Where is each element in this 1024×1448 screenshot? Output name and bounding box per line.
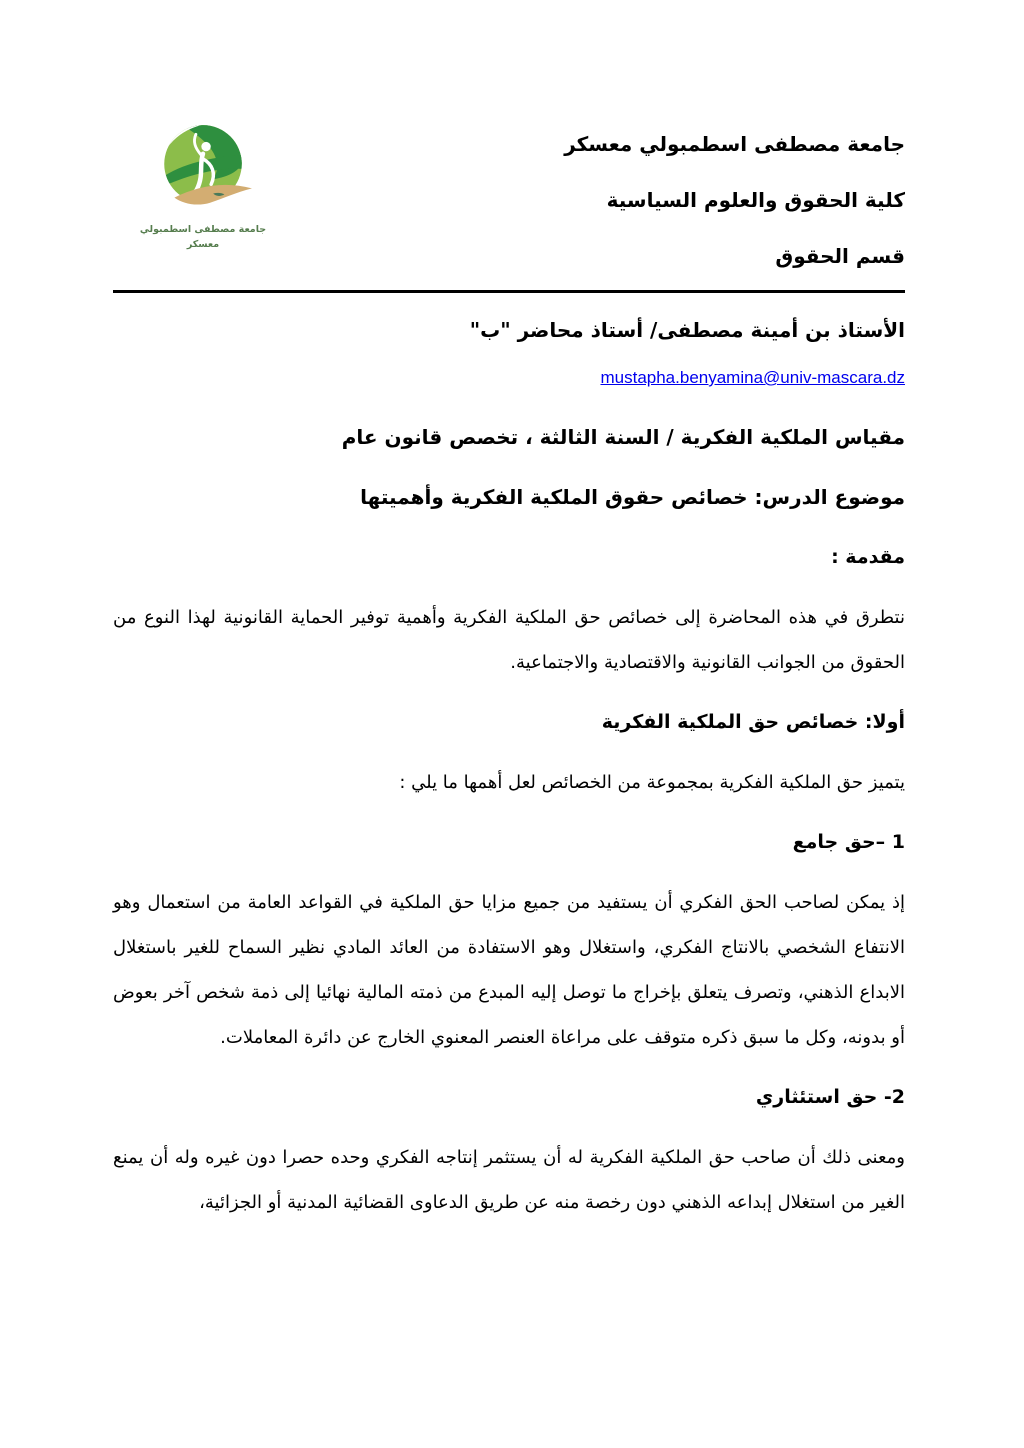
university-name: جامعة مصطفى اسطمبولي معسكر (564, 132, 905, 156)
department-name: قسم الحقوق (775, 244, 905, 268)
author-line: الأستاذ بن أمينة مصطفى/ أستاذ محاضر "ب" (469, 318, 905, 342)
exclusive-right-paragraph: ومعنى ذلك أن صاحب حق الملكية الفكرية له أن يستثمر إنتاجه الفكري وحده حصرا دون غيره وله أن يمنع الغير من استغلال إبداعه الذهني دون رخصة منه عن طريق الدعاوى القضائية المدنية أو الجزائية، (113, 1147, 905, 1213)
email-link[interactable]: mustapha.benyamina@univ-mascara.dz (600, 368, 905, 387)
comprehensive-right-paragraph: إذ يمكن لصاحب الحق الفكري أن يستفيد من جميع مزايا حق الملكية في القواعد العامة من استعمال وهو الانتفاع الشخصي بالانتاج الفكري، واستغلال وهو الاستفادة من العائد المادي نظير السماح للغير باستغلال الابداع الذهني، وتصرف يتعلق بإخراج ما توصل إليه المبدع من ذمته المالية نهائيا إلى ذمة شخص آخر بعوض أو بدونه، وكل ما سبق ذكره متوقف على مراعاة العنصر المعنوي الخارج عن دائرة المعاملات. (113, 892, 905, 1048)
header-divider (113, 290, 905, 293)
email-line (113, 354, 905, 400)
intro-heading: مقدمة : (831, 546, 905, 568)
logo-caption-line1: جامعة مصطفى اسطمبولي (139, 224, 267, 235)
comprehensive-right-heading: 1 –حق جامع (792, 831, 905, 853)
faculty-name: كلية الحقوق والعلوم السياسية (606, 188, 905, 212)
intro-paragraph: نتطرق في هذه المحاضرة إلى خصائص حق الملكية الفكرية وأهمية توفير الحماية القانونية لهذا النوع من الحقوق من الجوانب القانونية والاقتصادية والاجتماعية. (113, 607, 905, 673)
topic-line: موضوع الدرس: خصائص حقوق الملكية الفكرية وأهميتها (360, 485, 905, 509)
course-line: مقياس الملكية الفكرية / السنة الثالثة ، تخصص قانون عام (341, 425, 905, 449)
characteristics-heading: أولا: خصائص حق الملكية الفكرية (601, 711, 905, 733)
characteristics-lead: يتميز حق الملكية الفكرية بمجموعة من الخصائص لعل أهمها ما يلي : (399, 772, 905, 793)
exclusive-right-heading: 2- حق استئثاري (755, 1086, 905, 1108)
document-content (113, 0, 905, 1240)
logo-caption-line2: معسكر (186, 239, 220, 250)
